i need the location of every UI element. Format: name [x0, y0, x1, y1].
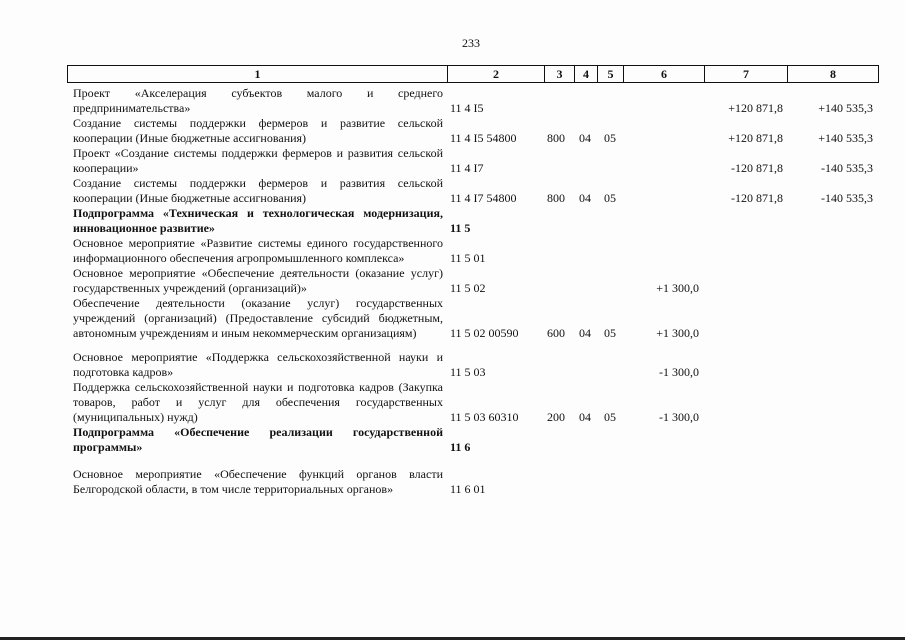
row-col-6: -1 300,0 — [659, 410, 699, 424]
header-col-5: 5 — [598, 66, 624, 83]
row-col-4: 04 — [579, 326, 591, 340]
header-col-7: 7 — [705, 66, 788, 83]
row-description: Основное мероприятие «Поддержка сельскохозяйственной науки и подготовка кадров» — [73, 350, 443, 379]
row-code: 11 5 03 — [450, 365, 486, 379]
row-col-6: -1 300,0 — [659, 365, 699, 379]
row-description: Основное мероприятие «Обеспечение деятельности (оказание услуг) государственных учреждений (организаций)» — [73, 266, 443, 295]
row-col-8: -140 535,3 — [821, 191, 873, 205]
row-col-5: 05 — [604, 191, 616, 205]
row-description: Обеспечение деятельности (оказание услуг) государственных учреждений (организаций) (Предоставление субсидий бюджетным, автономным учреждениям и иным некоммерческим организациям) — [73, 296, 443, 340]
table-body — [67, 86, 887, 497]
row-description: Поддержка сельскохозяйственной науки и подготовка кадров (Закупка товаров, работ и услуг для обеспечения государственных (муниципальных) нужд) — [73, 380, 443, 424]
table-row — [67, 425, 887, 455]
table-row — [67, 236, 887, 266]
row-col-4: 04 — [579, 410, 591, 424]
row-description: Создание системы поддержки фермеров и развития сельской кооперации (Иные бюджетные ассигнования) — [73, 176, 443, 205]
row-col-8: +140 535,3 — [818, 131, 873, 145]
table-row — [67, 467, 887, 497]
table-row — [67, 380, 887, 425]
table-row — [67, 296, 887, 341]
header-col-1: 1 — [68, 66, 448, 83]
row-code: 11 4 I5 — [450, 101, 484, 115]
row-col-8: +140 535,3 — [818, 101, 873, 115]
row-col-3: 600 — [547, 326, 565, 340]
header-col-8: 8 — [788, 66, 879, 83]
row-col-4: 04 — [579, 131, 591, 145]
row-code: 11 5 02 00590 — [450, 326, 519, 340]
row-code: 11 5 02 — [450, 281, 486, 295]
row-code: 11 6 — [450, 440, 471, 454]
row-col-7: +120 871,8 — [728, 131, 783, 145]
row-code: 11 4 I5 54800 — [450, 131, 517, 145]
row-col-4: 04 — [579, 191, 591, 205]
row-col-3: 200 — [547, 410, 565, 424]
row-code: 11 5 03 60310 — [450, 410, 519, 424]
row-col-3: 800 — [547, 191, 565, 205]
row-description: Подпрограмма «Обеспечение реализации государственной программы» — [73, 425, 443, 454]
row-col-5: 05 — [604, 410, 616, 424]
row-code: 11 6 01 — [450, 482, 486, 496]
table-row — [67, 116, 887, 146]
row-description: Основное мероприятие «Обеспечение функций органов власти Белгородской области, в том числе территориальных органов» — [73, 467, 443, 496]
row-code: 11 4 I7 — [450, 161, 484, 175]
row-col-5: 05 — [604, 326, 616, 340]
header-col-4: 4 — [575, 66, 598, 83]
row-col-6: +1 300,0 — [656, 326, 699, 340]
table-row — [67, 146, 887, 176]
page-number: 233 — [462, 36, 480, 50]
table-row — [67, 86, 887, 116]
row-description: Проект «Акселерация субъектов малого и среднего предпринимательства» — [73, 86, 443, 115]
row-col-7: -120 871,8 — [731, 191, 783, 205]
header-row — [68, 66, 879, 83]
row-col-8: -140 535,3 — [821, 161, 873, 175]
table-header — [67, 65, 879, 83]
table-row — [67, 206, 887, 236]
row-description: Проект «Создание системы поддержки фермеров и развития сельской кооперации» — [73, 146, 443, 175]
row-col-5: 05 — [604, 131, 616, 145]
row-code: 11 5 — [450, 221, 471, 235]
row-col-7: +120 871,8 — [728, 101, 783, 115]
row-code: 11 5 01 — [450, 251, 486, 265]
row-description: Подпрограмма «Техническая и технологическая модернизация, инновационное развитие» — [73, 206, 443, 235]
header-col-2: 2 — [448, 66, 545, 83]
row-description: Создание системы поддержки фермеров и развитие сельской кооперации (Иные бюджетные ассигнования) — [73, 116, 443, 145]
row-code: 11 4 I7 54800 — [450, 191, 517, 205]
table-row — [67, 266, 887, 296]
table-row — [67, 176, 887, 206]
row-col-7: -120 871,8 — [731, 161, 783, 175]
table-row — [67, 350, 887, 380]
header-col-3: 3 — [545, 66, 575, 83]
row-description: Основное мероприятие «Развитие системы единого государственного информационного обеспечения агропромышленного комплекса» — [73, 236, 443, 265]
header-col-6: 6 — [624, 66, 705, 83]
row-col-3: 800 — [547, 131, 565, 145]
row-col-6: +1 300,0 — [656, 281, 699, 295]
